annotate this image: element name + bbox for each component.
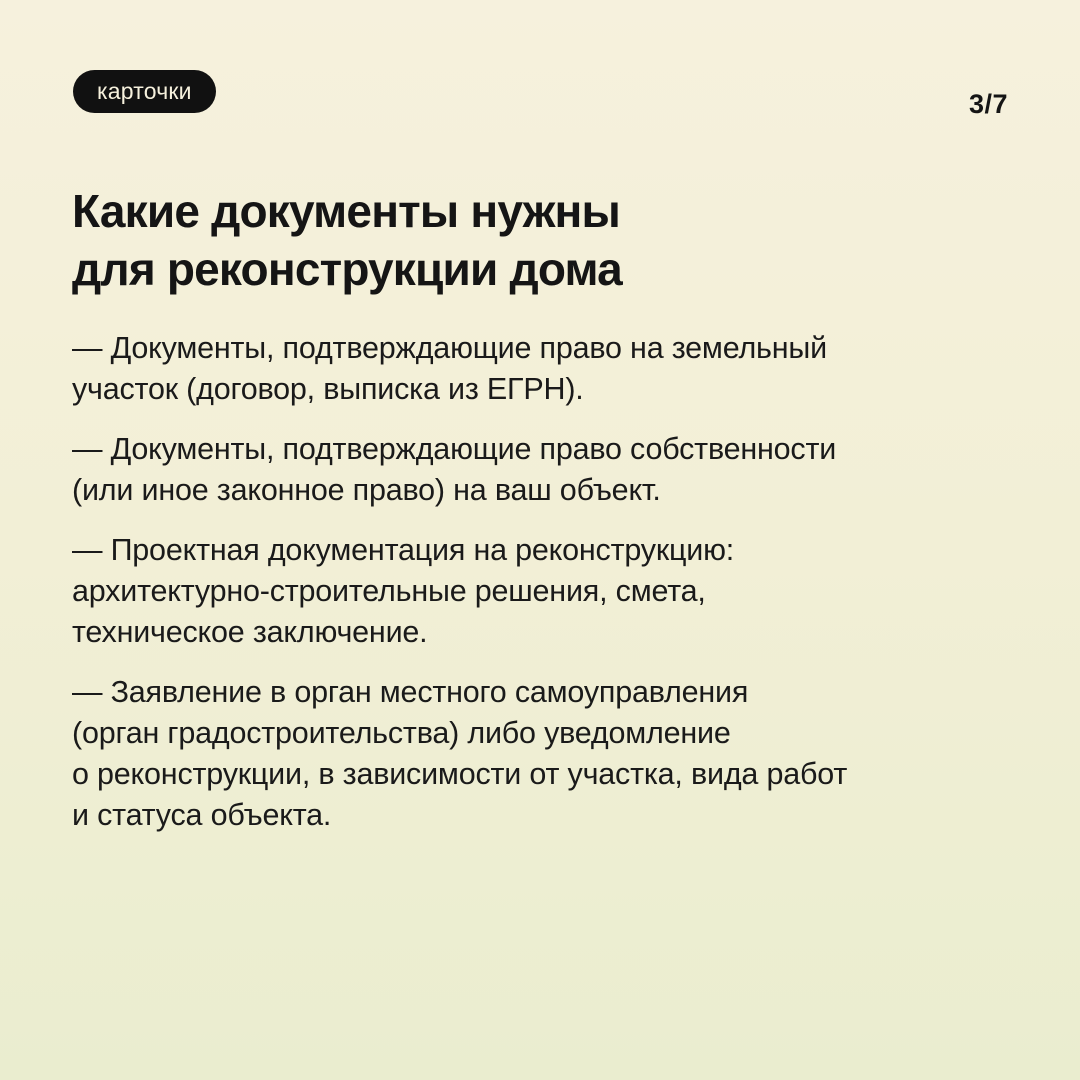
list-item — [72, 530, 1012, 653]
list-item-line: — Документы, подтверждающие право собственности — [72, 432, 837, 466]
page-counter: 3/7 — [968, 89, 1008, 119]
list-item-line: архитектурно-строительные решения, смета, — [72, 574, 706, 608]
category-tag: карточки — [73, 70, 216, 113]
list-item-line: и статуса объекта. — [72, 798, 332, 832]
list-item-line: (или иное законное право) на ваш объект. — [72, 473, 661, 507]
list-item-line: (орган градостроительства) либо уведомление — [72, 716, 731, 750]
list-item — [72, 429, 1012, 511]
list-item — [72, 672, 1012, 836]
list-item-line: о реконструкции, в зависимости от участка, вида работ — [72, 757, 848, 791]
title-line: Какие документы нужны — [72, 185, 620, 237]
list-item-line: техническое заключение. — [72, 615, 428, 649]
title-line: для реконструкции дома — [72, 243, 622, 295]
list-item — [72, 328, 1012, 410]
list-item-line: — Заявление в орган местного самоуправления — [72, 675, 749, 709]
list-item-line: — Документы, подтверждающие право на земельный — [72, 331, 827, 365]
list-item-line: участок (договор, выписка из ЕГРН). — [72, 372, 584, 406]
documents-list — [72, 328, 1012, 855]
page-title — [72, 182, 622, 298]
list-item-line: — Проектная документация на реконструкцию: — [72, 533, 735, 567]
